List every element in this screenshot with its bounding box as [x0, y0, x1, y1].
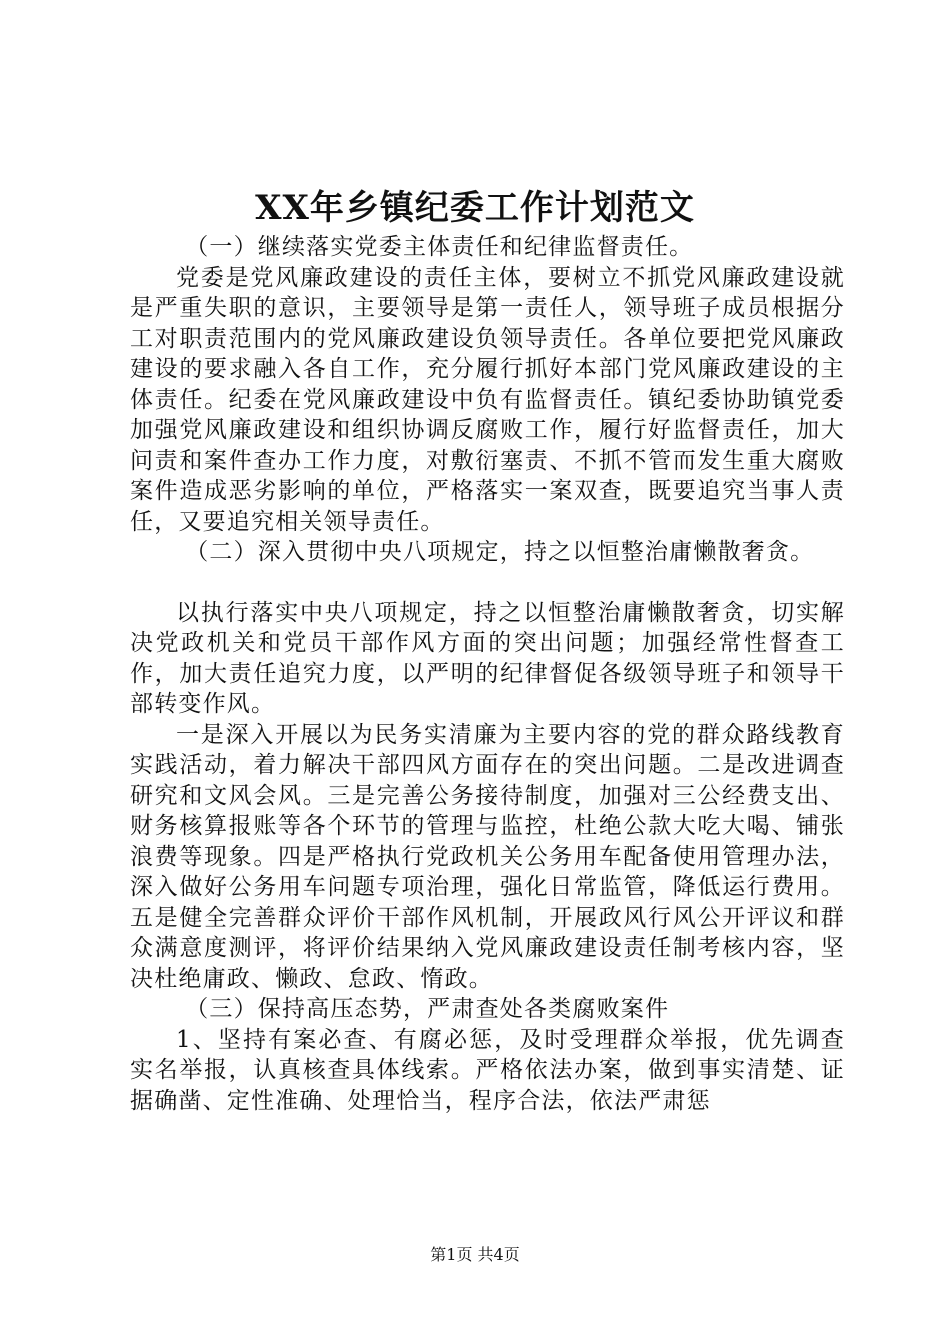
paragraph-3: 一是深入开展以为民务实清廉为主要内容的党的群众路线教育实践活动，着力解决干部四风方面存在的突出问题。二是改进调查研究和文风会风。三是完善公务接待制度，加强对三公经费支出、财务核算报账等各个环节的管理与监控，杜绝公款大吃大喝、铺张浪费等现象。四是严格执行党政机关公务用车配备使用管理办法，深入做好公务用车问题专项治理，强化日常监管，降低运行费用。五是健全完善群众评价干部作风机制，开展政风行风公开评议和群众满意度测评，将评价结果纳入党风廉政建设责任制考核内容，坚决杜绝庸政、懒政、怠政、惰政。 — [130, 721, 845, 992]
paragraph-2: 以执行落实中央八项规定，持之以恒整治庸懒散奢贪，切实解决党政机关和党员干部作风方面的突出问题；加强经常性督查工作，加大责任追究力度，以严明的纪律督促各级领导班子和领导干部转变作风。 — [130, 599, 845, 717]
paragraph-1: 党委是党风廉政建设的责任主体，要树立不抓党风廉政建设就是严重失职的意识，主要领导是第一责任人，领导班子成员根据分工对职责范围内的党风廉政建设负领导责任。各单位要把党风廉政建设的要求融入各自工作，充分履行抓好本部门党风廉政建设的主体责任。纪委在党风廉政建设中负有监督责任。镇纪委协助镇党委加强党风廉政建设和组织协调反腐败工作，履行好监督责任，加大问责和案件查办工作力度，对敷衍塞责、不抓不管而发生重大腐败案件造成恶劣影响的单位，严格落实一案双查，既要追究当事人责任，又要追究相关领导责任。 — [130, 264, 845, 535]
section-heading-3: （三）保持高压态势，严肃查处各类腐败案件 — [185, 996, 670, 1022]
section-heading-1: （一）继续落实党委主体责任和纪律监督责任。 — [185, 234, 694, 260]
section-heading-2: （二）深入贯彻中央八项规定，持之以恒整治庸懒散奢贪。 — [185, 539, 815, 565]
document-body — [130, 232, 845, 1116]
document-title: XX年乡镇纪委工作计划范文 — [255, 188, 695, 228]
page-footer: 第1页 共4页 — [430, 1245, 520, 1264]
paragraph-4: 1、坚持有案必查、有腐必惩，及时受理群众举报，优先调查实名举报，认真核查具体线索。严格依法办案，做到事实清楚、证据确凿、定性准确、处理恰当，程序合法，依法严肃惩 — [130, 1026, 845, 1114]
